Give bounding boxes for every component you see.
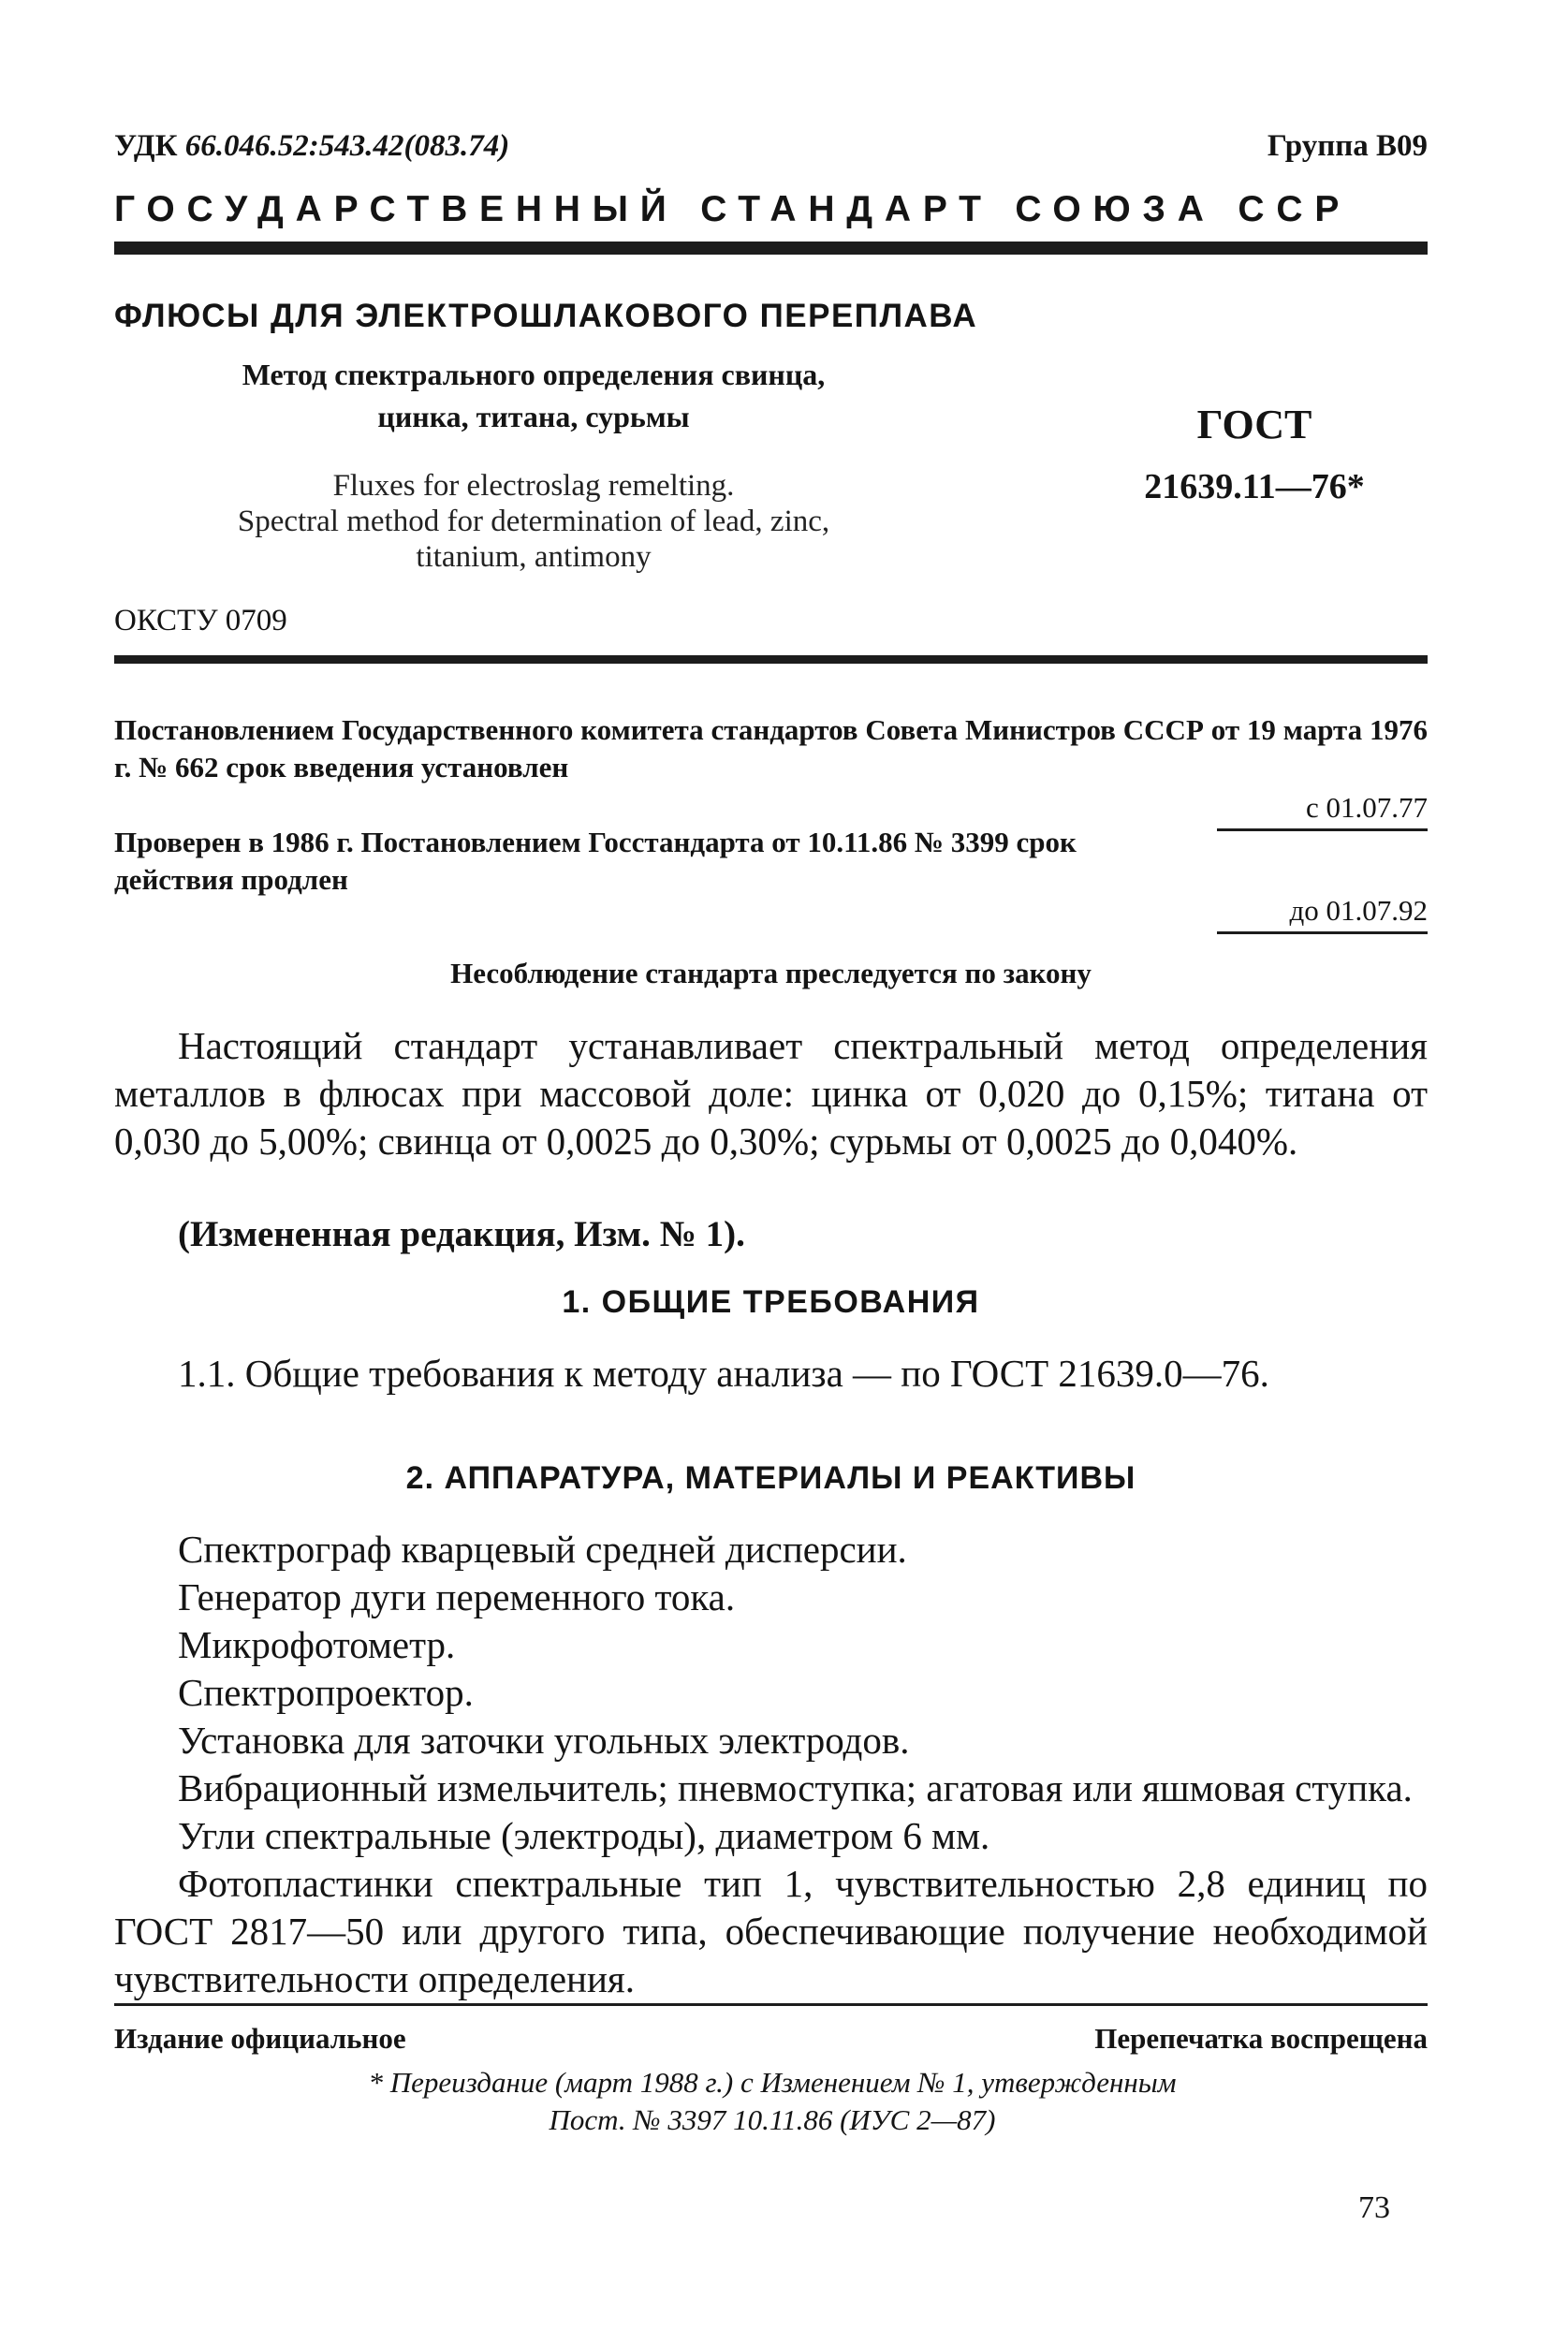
footnote <box>187 2064 1357 2139</box>
english-title-line: Fluxes for electroslag remelting. <box>332 469 735 503</box>
effective-date-from: с 01.07.77 <box>1305 791 1428 824</box>
section-1-heading: 1. ОБЩИЕ ТРЕБОВАНИЯ <box>562 1284 980 1320</box>
okstu-code: ОКСТУ 0709 <box>114 604 287 637</box>
amendment-note: (Измененная редакция, Изм. № 1). <box>178 1214 745 1254</box>
date-underline <box>1217 828 1428 831</box>
english-title-line: Spectral method for determination of lead, zinc, <box>237 505 830 538</box>
footer-divider <box>114 2003 1428 2006</box>
gost-number: 21639.11—76* <box>1144 467 1365 506</box>
list-item: Спектропроектор. <box>178 1671 474 1714</box>
checked-text: Проверен в 1986 г. Постановлением Госстандарта от 10.11.86 № 3399 срок действия продлен <box>114 826 1077 896</box>
page-number: 73 <box>1358 2190 1390 2225</box>
list-item: Генератор дуги переменного тока. <box>178 1575 736 1618</box>
english-title <box>178 468 889 575</box>
list-item: Угли спектральные (электроды), диаметром 6 мм. <box>178 1814 990 1857</box>
date-underline <box>1217 931 1428 934</box>
udk-number: 66.046.52:543.42(083.74) <box>184 129 510 163</box>
reprint-notice: Перепечатка воспрещена <box>1094 2022 1428 2055</box>
state-standard-heading: ГОСУДАРСТВЕННЫЙ СТАНДАРТ СОЮЗА ССР <box>114 189 1352 229</box>
udk-code <box>114 129 509 164</box>
list-item: Спектрограф кварцевый средней дисперсии. <box>178 1528 907 1571</box>
english-title-line: titanium, antimony <box>416 540 652 574</box>
group-code: Группа В09 <box>1267 129 1428 163</box>
legal-warning: Несоблюдение стандарта преследуется по закону <box>450 957 1092 989</box>
subtitle-line: Метод спектрального определения свинца, <box>242 358 826 391</box>
list-item: Установка для заточки угольных электродов. <box>178 1719 910 1762</box>
equipment-list <box>114 1526 1428 2003</box>
effective-date-to: до 01.07.92 <box>1289 894 1428 927</box>
document-subtitle <box>178 354 889 438</box>
footnote-line: * Переиздание (март 1988 г.) с Изменением № 1, утвержденным <box>368 2066 1177 2099</box>
section-2-heading: 2. АППАРАТУРА, МАТЕРИАЛЫ И РЕАКТИВЫ <box>405 1460 1136 1496</box>
subtitle-line: цинка, титана, сурьмы <box>377 400 690 433</box>
document-title: ФЛЮСЫ ДЛЯ ЭЛЕКТРОШЛАКОВОГО ПЕРЕПЛАВА <box>114 298 978 334</box>
list-item: Вибрационный измельчитель; пневмоступка; агатовая или яшмовая ступка. <box>178 1766 1413 1809</box>
intro-paragraph: Настоящий стандарт устанавливает спектральный метод определения металлов в флюсах при массовой доле: цинка от 0,020 до 0,15%; титана от 0,030 до 5,00%; свинца от 0,0025 до 0,30%; сурьмы от 0,0025 до 0,040%. <box>114 1024 1428 1163</box>
udk-label: УДК <box>114 129 178 163</box>
gost-label: ГОСТ <box>1196 402 1312 447</box>
section-1-paragraph: 1.1. Общие требования к методу анализа — по ГОСТ 21639.0—76. <box>178 1352 1269 1395</box>
decree-text: Постановлением Государственного комитета стандартов Совета Министров СССР от 19 марта 1976 г. № 662 срок введения установлен <box>114 713 1428 783</box>
list-item: Фотопластинки спектральные тип 1, чувствительностью 2,8 единиц по ГОСТ 2817—50 или другого типа, обеспечивающие получение необходимой чувствительности определения. <box>114 1862 1428 2000</box>
header-divider <box>114 242 1428 255</box>
footnote-line: Пост. № 3397 10.11.86 (ИУС 2—87) <box>549 2103 996 2136</box>
official-edition: Издание официальное <box>114 2022 406 2055</box>
list-item: Микрофотометр. <box>178 1623 456 1666</box>
title-divider <box>114 655 1428 664</box>
